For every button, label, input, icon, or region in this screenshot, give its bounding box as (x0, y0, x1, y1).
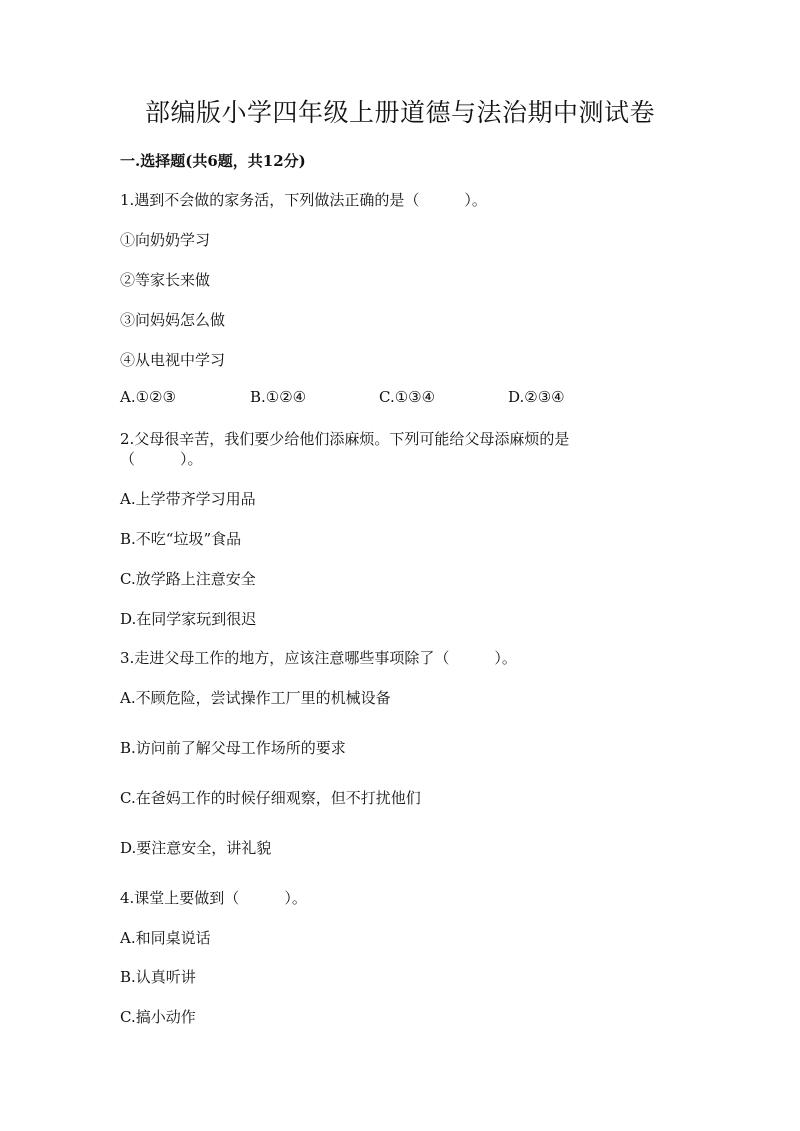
question-4-stem: 4.课堂上要做到（ ）。 (120, 889, 307, 907)
question-3-option-d: D.要注意安全，讲礼貌 (120, 839, 272, 857)
question-2-stem-line-1: 2.父母很辛苦，我们要少给他们添麻烦。下列可能给父母添麻烦的是 (120, 430, 570, 448)
question-2-option-a: A.上学带齐学习用品 (120, 490, 256, 508)
question-2-stem-line-2: （ ）。 (120, 450, 203, 468)
question-1-stem: 1.遇到不会做的家务活，下列做法正确的是（ ）。 (120, 191, 487, 209)
question-4-option-a: A.和同桌说话 (120, 929, 211, 947)
question-1-option-a: A.①②③ (120, 388, 176, 406)
question-1-item-4: ④从电视中学习 (120, 351, 226, 369)
question-1-option-b: B.①②④ (250, 388, 307, 406)
page-title: 部编版小学四年级上册道德与法治期中测试卷 (144, 98, 655, 127)
question-3-option-c: C.在爸妈工作的时候仔细观察，但不打扰他们 (120, 789, 421, 807)
question-1-option-c: C.①③④ (379, 388, 436, 406)
section-heading: 一.选择题(共6题，共12分) (120, 152, 306, 170)
question-3-option-a: A.不顾危险，尝试操作工厂里的机械设备 (120, 689, 391, 707)
question-3-stem: 3.走进父母工作的地方，应该注意哪些事项除了（ ）。 (120, 649, 517, 667)
question-4-option-c: C.搞小动作 (120, 1008, 196, 1026)
question-2-option-b: B.不吃“垃圾”食品 (120, 530, 242, 548)
question-2-option-c: C.放学路上注意安全 (120, 570, 256, 588)
question-1-item-3: ③问妈妈怎么做 (120, 311, 226, 329)
question-4-option-b: B.认真听讲 (120, 968, 196, 986)
question-1-item-1: ①向奶奶学习 (120, 231, 211, 249)
question-3-option-b: B.访问前了解父母工作场所的要求 (120, 739, 346, 757)
question-2-option-d: D.在同学家玩到很迟 (120, 610, 257, 628)
question-1-item-2: ②等家长来做 (120, 271, 211, 289)
question-1-option-d: D.②③④ (508, 388, 565, 406)
